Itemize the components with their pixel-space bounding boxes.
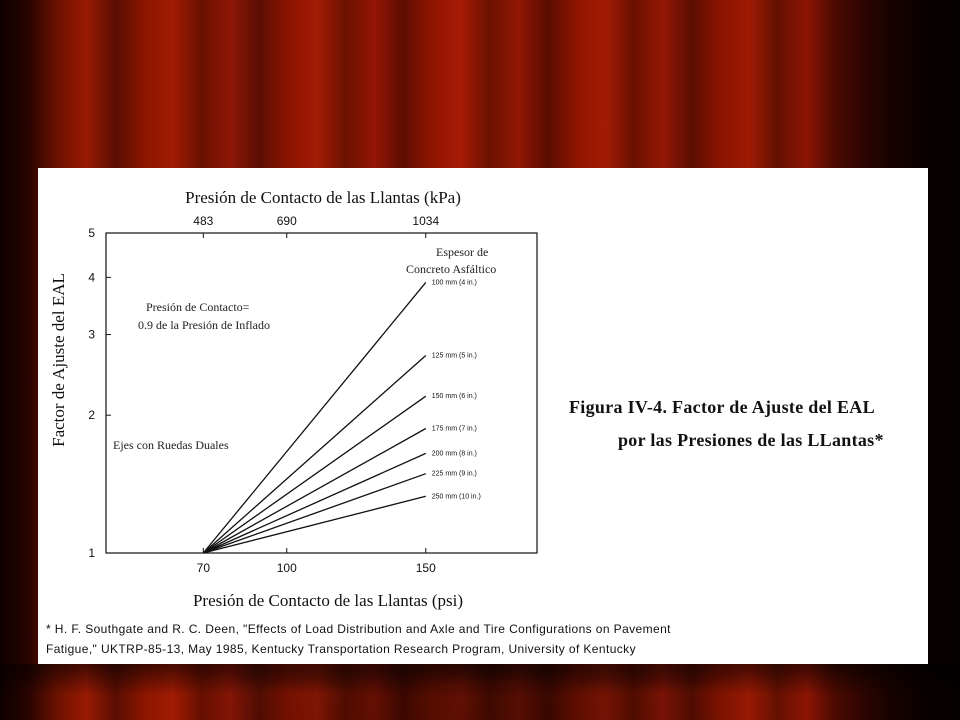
series-line <box>203 396 425 553</box>
y-tick-label: 2 <box>88 408 95 423</box>
series-line <box>203 356 425 554</box>
ticks-layer <box>88 214 439 575</box>
legend-title-line1: Espesor de <box>436 245 489 259</box>
y-tick-label: 3 <box>88 327 95 342</box>
series-label: 175 mm (7 in.) <box>431 425 477 433</box>
annotation-inflation-ratio: 0.9 de la Presión de Inflado <box>138 318 270 332</box>
top-axis-title: Presión de Contacto de las Llantas (kPa) <box>185 188 461 207</box>
y-axis-title: Factor de Ajuste del EAL <box>49 273 68 447</box>
series-label: 100 mm (4 in.) <box>431 279 477 287</box>
series-label: 250 mm (10 in.) <box>431 493 481 501</box>
x-tick-label: 150 <box>415 561 436 575</box>
y-tick-label: 5 <box>88 226 95 240</box>
series-line <box>203 429 425 554</box>
annotation-contact-pressure: Presión de Contacto= <box>146 300 250 314</box>
series-line <box>203 453 425 553</box>
curtain-shadow <box>0 664 960 720</box>
top-tick-label: 483 <box>193 214 214 228</box>
x-tick-label: 100 <box>276 561 297 575</box>
figure-caption-line1: Figura IV-4. Factor de Ajuste del EAL <box>569 397 875 417</box>
top-tick-label: 690 <box>276 214 297 228</box>
y-tick-label: 4 <box>88 270 95 285</box>
series-label: 225 mm (9 in.) <box>431 470 477 478</box>
series-label: 150 mm (6 in.) <box>431 393 477 401</box>
top-tick-label: 1034 <box>412 214 440 228</box>
x-tick-label: 70 <box>196 561 211 575</box>
legend-title-line2: Concreto Asfáltico <box>406 262 497 276</box>
bottom-axis-title: Presión de Contacto de las Llantas (psi) <box>192 591 464 610</box>
series-label: 125 mm (5 in.) <box>431 352 477 360</box>
figure-caption-line2: por las Presiones de las LLantas* <box>618 430 884 450</box>
series-label: 200 mm (8 in.) <box>431 450 477 458</box>
chart <box>38 168 928 664</box>
series-line <box>203 496 425 553</box>
annotation-dual-wheels: Ejes con Ruedas Duales <box>113 438 229 452</box>
y-tick-label: 1 <box>88 546 95 560</box>
reference-line2: Fatigue," UKTRP-85-13, May 1985, Kentucky Transportation Research Program, University of Kentucky <box>46 642 636 656</box>
slide <box>38 168 928 664</box>
reference-line1: * H. F. Southgate and R. C. Deen, "Effects of Load Distribution and Axle and Tire Configurations on Pavement <box>46 622 671 636</box>
